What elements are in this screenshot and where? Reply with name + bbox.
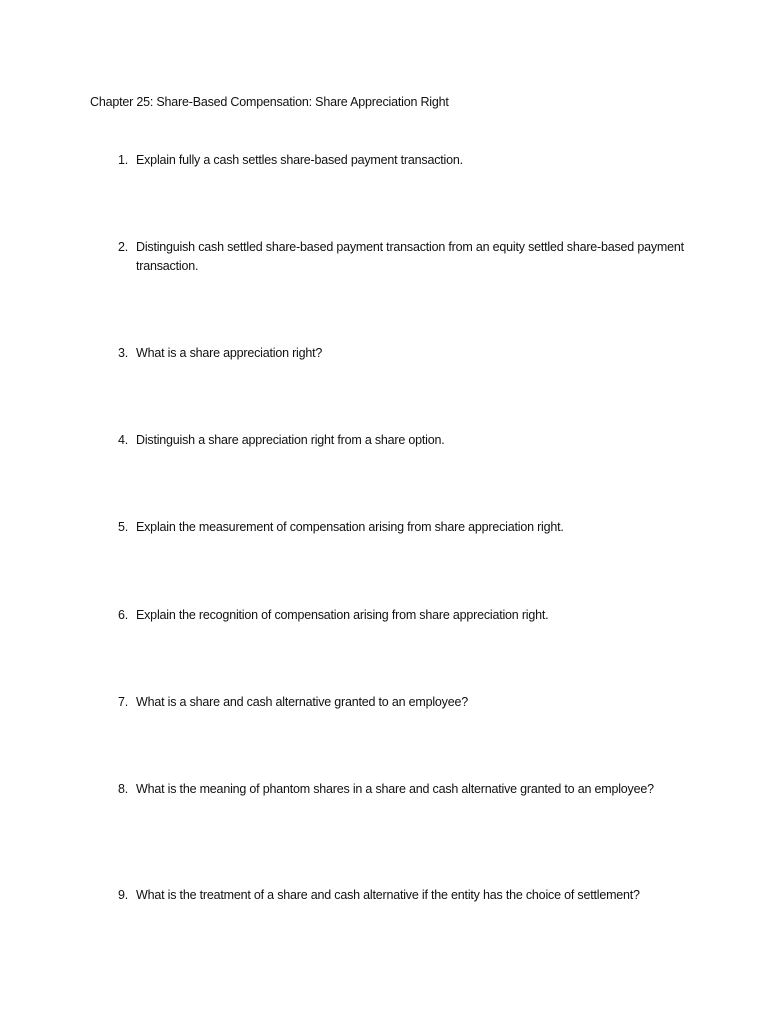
question-number: 9. xyxy=(117,888,128,902)
question-text: What is the treatment of a share and cash alternative if the entity has the choice of settlement? xyxy=(136,888,640,902)
question-item xyxy=(104,886,684,905)
question-number: 6. xyxy=(117,608,128,622)
question-item xyxy=(104,693,684,712)
question-text: Distinguish cash settled share-based payment transaction from an equity settled share-based payment transaction. xyxy=(136,240,684,273)
question-number: 7. xyxy=(117,695,128,709)
question-text: What is the meaning of phantom shares in a share and cash alternative granted to an employee? xyxy=(136,782,654,796)
document-title: Chapter 25: Share-Based Compensation: Share Appreciation Right xyxy=(90,95,449,109)
question-item xyxy=(104,606,684,625)
question-text: Explain fully a cash settles share-based payment transaction. xyxy=(136,153,463,167)
question-text: Explain the measurement of compensation arising from share appreciation right. xyxy=(136,520,564,534)
question-number: 1. xyxy=(117,153,128,167)
question-item xyxy=(104,431,684,450)
question-text: Distinguish a share appreciation right from a share option. xyxy=(136,433,445,447)
question-item xyxy=(104,518,684,537)
question-text: What is a share and cash alternative granted to an employee? xyxy=(136,695,468,709)
question-item xyxy=(104,344,684,363)
question-item xyxy=(104,151,684,170)
question-item xyxy=(104,238,684,276)
question-number: 3. xyxy=(117,346,128,360)
question-number: 4. xyxy=(117,433,128,447)
question-item xyxy=(104,780,684,799)
question-number: 5. xyxy=(117,520,128,534)
question-number: 8. xyxy=(117,782,128,796)
question-text: Explain the recognition of compensation arising from share appreciation right. xyxy=(136,608,549,622)
question-text: What is a share appreciation right? xyxy=(136,346,323,360)
question-number: 2. xyxy=(117,240,128,254)
